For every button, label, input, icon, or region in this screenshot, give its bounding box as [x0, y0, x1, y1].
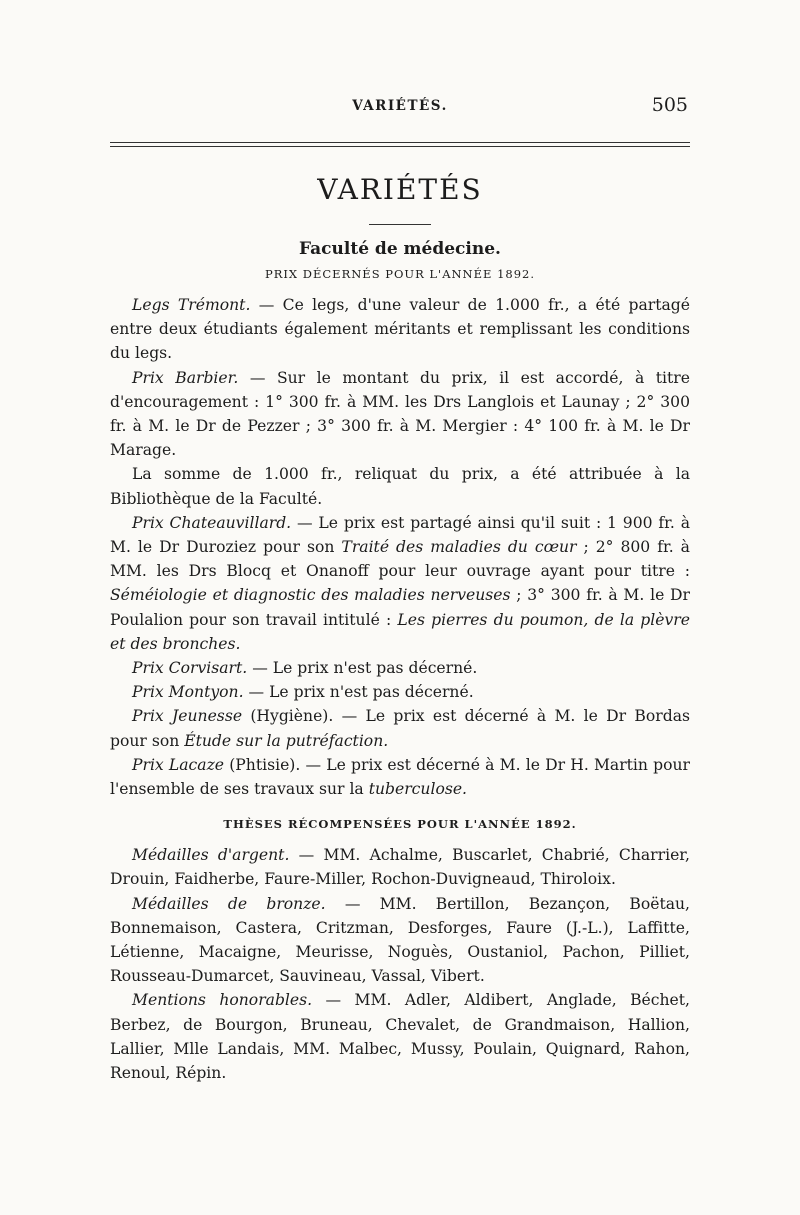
work-title: Séméiologie et diagnostic des maladies nerveuses [110, 586, 511, 605]
prize-lead: Prix Jeunesse [132, 707, 243, 726]
prize-paragraph [110, 462, 690, 510]
header-rule-thin [110, 146, 690, 147]
theses-paragraph [110, 988, 690, 1085]
prize-text: — Le prix n'est pas décerné. [243, 683, 474, 702]
theses-paragraph [110, 892, 690, 989]
work-title: tuberculose. [368, 780, 468, 799]
prize-paragraph [110, 680, 690, 704]
award-text: — MM. Adler, Aldibert, Anglade, Béchet, Berbez, de Bourgon, Bruneau, Chevalet, de Grandmaison, Hallion, Lallier, Mlle Landais, MM. Malbec, Mussy, Poulain, Quignard, Rahon, Renoul, Répin. [110, 991, 690, 1083]
award-lead: Médailles d'argent. [132, 846, 290, 865]
header-rule-thick [110, 142, 690, 143]
prize-lead: Prix Montyon. [132, 683, 244, 702]
award-lead: Mentions honorables. [132, 991, 313, 1010]
running-head [110, 92, 690, 126]
prize-paragraph [110, 511, 690, 656]
prize-text: La somme de 1.000 fr., reliquat du prix, a été attribuée à la Bibliothèque de la Faculté. [110, 465, 690, 508]
prize-text: — Sur le montant du prix, il est accordé, à titre d'encouragement : 1° 300 fr. à MM. les Drs Langlois et Launay ; 2° 300 fr. à M. le Dr de Pezzer ; 3° 300 fr. à M. Mergier : 4° 100 fr. à M. le Dr Marage. [110, 368, 690, 460]
prize-lead: Legs Trémont. [132, 296, 251, 314]
section-title: VARIÉTÉS [317, 173, 483, 206]
prize-paragraph [110, 656, 690, 680]
award-text: — MM. Achalme, Buscarlet, Chabrié, Charrier, Drouin, Faidherbe, Faure-Miller, Rochon-Duvigneaud, Thiroloix. [110, 846, 690, 889]
prize-text: — Le prix est partagé ainsi qu'il suit : 1 900 fr. à M. le Dr Duroziez pour son [110, 513, 690, 557]
faculty-heading: Faculté de médecine. [299, 239, 501, 259]
prize-paragraph [110, 753, 690, 801]
prize-paragraph [110, 704, 690, 752]
running-title: VARIÉTÉS. [352, 98, 448, 114]
theses-heading: THÈSES RÉCOMPENSÉES POUR L'ANNÉE 1892. [223, 817, 577, 832]
theses-paragraph [110, 843, 690, 891]
page-number: 505 [651, 94, 688, 116]
prize-lead: Prix Barbier. [132, 368, 239, 387]
prize-paragraph [110, 366, 690, 463]
prize-paragraph [110, 293, 690, 366]
prize-lead: Prix Chateauvillard. [132, 513, 292, 532]
theses-list [110, 843, 690, 1085]
prizes-list [110, 293, 690, 801]
prize-text: ; 2° 800 fr. à MM. les Drs Blocq et Onanoff pour leur ouvrage ayant pour titre : [110, 538, 690, 581]
prizes-heading: PRIX DÉCERNÉS POUR L'ANNÉE 1892. [264, 267, 535, 281]
work-title: Les pierres du poumon, de la plèvre et des bronches. [110, 610, 690, 653]
prize-text: — Le prix n'est pas décerné. [247, 659, 478, 678]
prize-text: ; 3° 300 fr. à M. le Dr Poulalion pour son travail intitulé : [110, 586, 690, 629]
prize-text: (Hygiène). — Le prix est décerné à M. le Dr Bordas pour son [110, 707, 690, 750]
award-lead: Médailles de bronze. [132, 894, 326, 913]
prize-text: (Phtisie). — Le prix est décerné à M. le Dr H. Martin pour l'ensemble de ses travaux sur la [110, 755, 690, 799]
prize-lead: Prix Corvisart. [132, 659, 248, 678]
title-divider [369, 224, 431, 225]
work-title: Étude sur la putréfaction. [184, 731, 389, 750]
work-title: Traité des maladies du cœur [341, 538, 577, 557]
prize-text: — Ce legs, d'une valeur de 1.000 fr., a été partagé entre deux étudiants également méritants et remplissant les conditions du legs. [110, 296, 690, 363]
award-text: — MM. Bertillon, Bezançon, Boëtau, Bonnemaison, Castera, Critzman, Desforges, Faure (J.-L.), Laffitte, Létienne, Macaigne, Meurisse, Noguès, Oustaniol, Pachon, Pilliet, Rousseau-Dumarcet, Sauvineau, Vassal, Vibert. [110, 894, 691, 986]
page [110, 92, 690, 1085]
prize-lead: Prix Lacaze [132, 755, 225, 774]
